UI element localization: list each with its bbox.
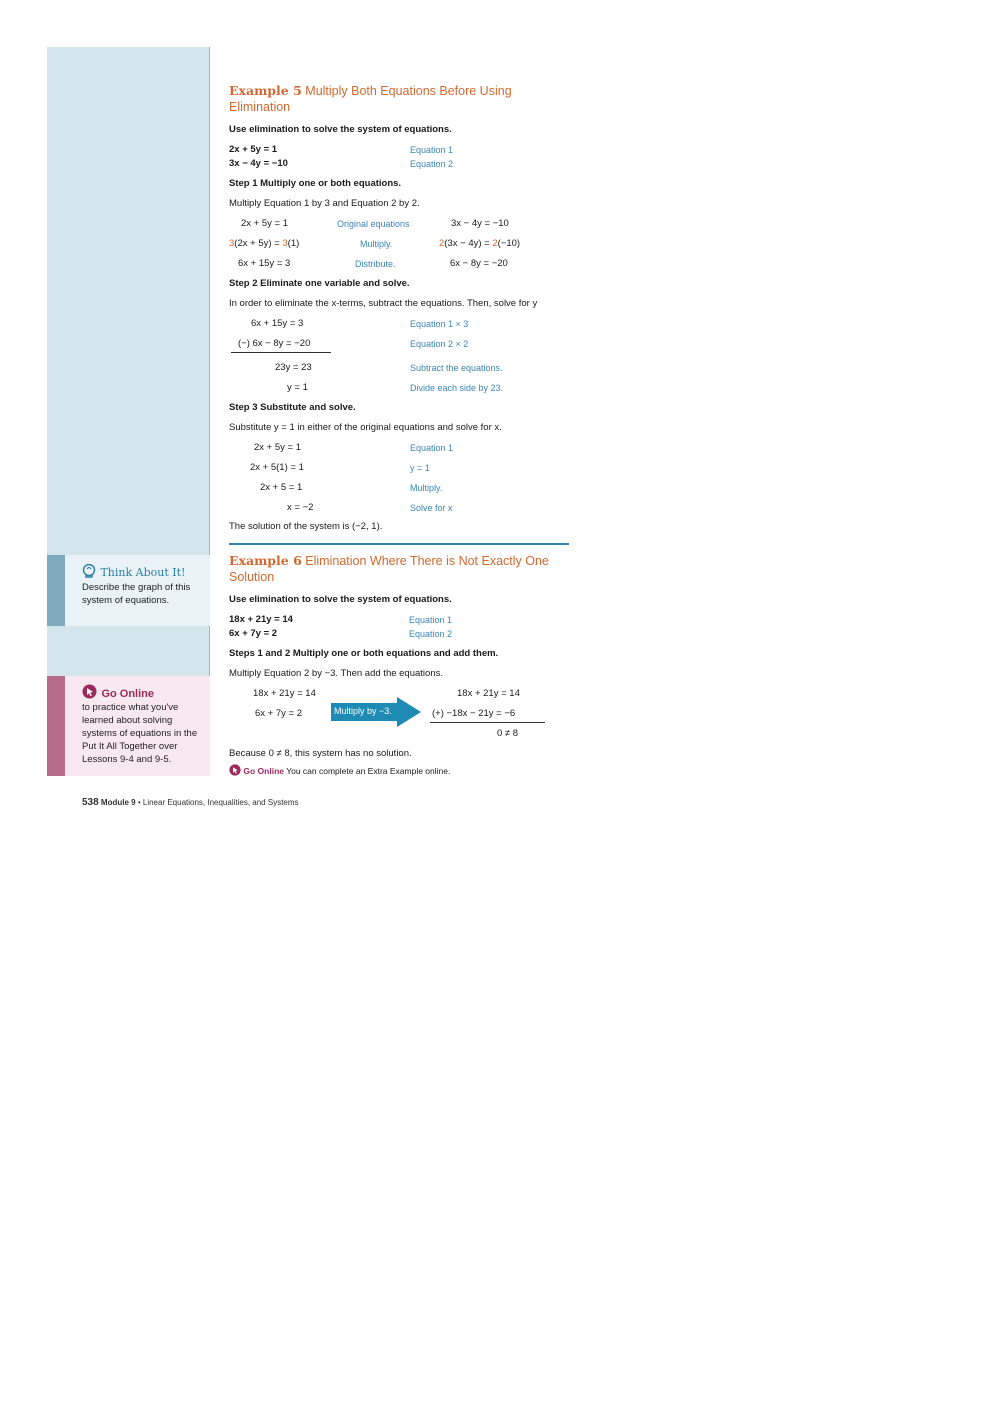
step-1-row-3-right: 6x − 8y = −20: [450, 258, 508, 269]
step-2-sum-line: [231, 352, 331, 353]
example-6-text: Multiply Equation 2 by −3. Then add the equations.: [229, 668, 443, 679]
step-3-row-2-eq: 2x + 5(1) = 1: [250, 462, 304, 473]
step-2-row-2-note: Equation 2 × 2: [410, 339, 469, 349]
step-2-row-1-note: Equation 1 × 3: [410, 319, 469, 329]
go-online-bar: [47, 676, 65, 776]
go-online-body: to practice what you've learned about solving systems of equations in the Put It All Together over Lessons 9-4 and 9-5.: [82, 702, 198, 765]
example-5-equation-1-note: Equation 1: [410, 145, 454, 155]
step-1-row-2-note: Multiply.: [360, 239, 393, 249]
cursor-click-icon: [229, 764, 241, 776]
step-1-row-3-note: Distribute.: [355, 259, 396, 269]
think-about-it-bar: [47, 555, 65, 626]
multiply-arrow-label: Multiply by −3.: [334, 706, 392, 716]
think-about-it-body: Describe the graph of this system of equations.: [82, 582, 191, 606]
step-3-row-1-note: Equation 1: [410, 443, 454, 453]
step-1-row-1-left: 2x + 5y = 1: [241, 218, 289, 229]
step-3-row-3-note: Multiply.: [410, 483, 443, 493]
example-6-sum-line: [430, 722, 545, 723]
example-5-step-3-text: Substitute y = 1 in either of the original equations and solve for x.: [229, 422, 502, 433]
example-6-step-heading: Steps 1 and 2 Multiply one or both equations and add them.: [229, 648, 499, 659]
go-online-heading[interactable]: [82, 684, 154, 702]
example-6-right-row-1: 18x + 21y = 14: [457, 688, 520, 699]
example-5-equation-2-note: Equation 2: [410, 159, 454, 169]
example-6-left-row-2: 6x + 7y = 2: [255, 708, 303, 719]
step-2-row-3-eq: 23y = 23: [275, 362, 312, 373]
example-6-go-online-label[interactable]: Go Online: [243, 766, 284, 776]
step-3-row-4-note: Solve for x: [410, 503, 453, 513]
example-6-equation-1-note: Equation 1: [409, 615, 453, 625]
multiply-arrow-head: [397, 697, 421, 727]
example-5-step-2-heading: Step 2 Eliminate one variable and solve.: [229, 278, 410, 289]
footer-title: Linear Equations, Inequalities, and Systems: [142, 798, 299, 807]
sidebar-divider: [209, 47, 210, 776]
example-divider: [229, 543, 569, 545]
example-6-go-online[interactable]: [229, 764, 450, 776]
step-3-row-1-eq: 2x + 5y = 1: [254, 442, 302, 453]
example-5-instruction: Use elimination to solve the system of equations.: [229, 124, 452, 135]
example-5-title: [229, 83, 559, 115]
footer-separator: •: [137, 798, 141, 807]
step-2-row-4-eq: y = 1: [287, 382, 308, 393]
example-6-equation-2: 6x + 7y = 2: [229, 628, 278, 639]
footer-module: Module 9: [100, 798, 136, 807]
step-1-row-2-left: 3(2x + 5y) = 3(1): [229, 238, 300, 249]
example-5-label: Example 5: [229, 83, 302, 98]
example-5-step-1-heading: Step 1 Multiply one or both equations.: [229, 178, 402, 189]
example-6-equation-2-note: Equation 2: [409, 629, 453, 639]
go-online-title[interactable]: Go Online: [101, 688, 155, 700]
cursor-click-icon: [82, 684, 97, 699]
step-3-row-3-eq: 2x + 5 = 1: [260, 482, 303, 493]
example-5-step-2-text: In order to eliminate the x-terms, subtract the equations. Then, solve for y: [229, 298, 538, 309]
think-about-it-title: Think About It!: [100, 566, 186, 579]
example-5-equation-2: 3x − 4y = −10: [229, 158, 288, 169]
example-6-conclusion: Because 0 ≠ 8, this system has no solution.: [229, 748, 412, 759]
think-about-it-heading: [82, 563, 185, 581]
step-3-row-4-eq: x = −2: [287, 502, 314, 513]
step-1-row-2-right: 2(3x − 4y) = 2(−10): [439, 238, 521, 249]
example-6-go-online-text: You can complete an Extra Example online.: [286, 766, 451, 776]
step-3-row-2-note: y = 1: [410, 463, 430, 473]
example-6-right-row-2: (+) −18x − 21y = −6: [432, 708, 516, 719]
step-2-row-3-note: Subtract the equations.: [410, 363, 503, 373]
example-5-equation-1: 2x + 5y = 1: [229, 144, 278, 155]
example-5-step-1-text: Multiply Equation 1 by 3 and Equation 2 by 2.: [229, 198, 420, 209]
example-6-right-row-3: 0 ≠ 8: [497, 728, 519, 739]
example-6-heading: Elimination Where There is Not Exactly One Solution: [229, 554, 549, 584]
example-6-left-row-1: 18x + 21y = 14: [253, 688, 316, 699]
example-5-solution: The solution of the system is (−2, 1).: [229, 521, 383, 532]
sidebar-panel: [47, 47, 210, 776]
page-footer: [82, 797, 299, 808]
example-5-heading: Multiply Both Equations Before Using Elimination: [229, 84, 512, 114]
example-6-equation-1: 18x + 21y = 14: [229, 614, 293, 625]
lightbulb-head-icon: [82, 564, 96, 578]
step-1-row-1-right: 3x − 4y = −10: [451, 218, 509, 229]
page-number: 538: [82, 797, 99, 808]
step-1-row-1-note: Original equations: [337, 219, 410, 229]
example-6-label: Example 6: [229, 553, 302, 568]
step-2-row-4-note: Divide each side by 23.: [410, 383, 504, 393]
example-6-title: [229, 553, 559, 585]
example-6-instruction: Use elimination to solve the system of equations.: [229, 594, 452, 605]
example-5-step-3-heading: Step 3 Substitute and solve.: [229, 402, 356, 413]
step-2-row-1-eq: 6x + 15y = 3: [251, 318, 304, 329]
step-2-row-2-eq: (−) 6x − 8y = −20: [238, 338, 311, 349]
step-1-row-3-left: 6x + 15y = 3: [238, 258, 291, 269]
